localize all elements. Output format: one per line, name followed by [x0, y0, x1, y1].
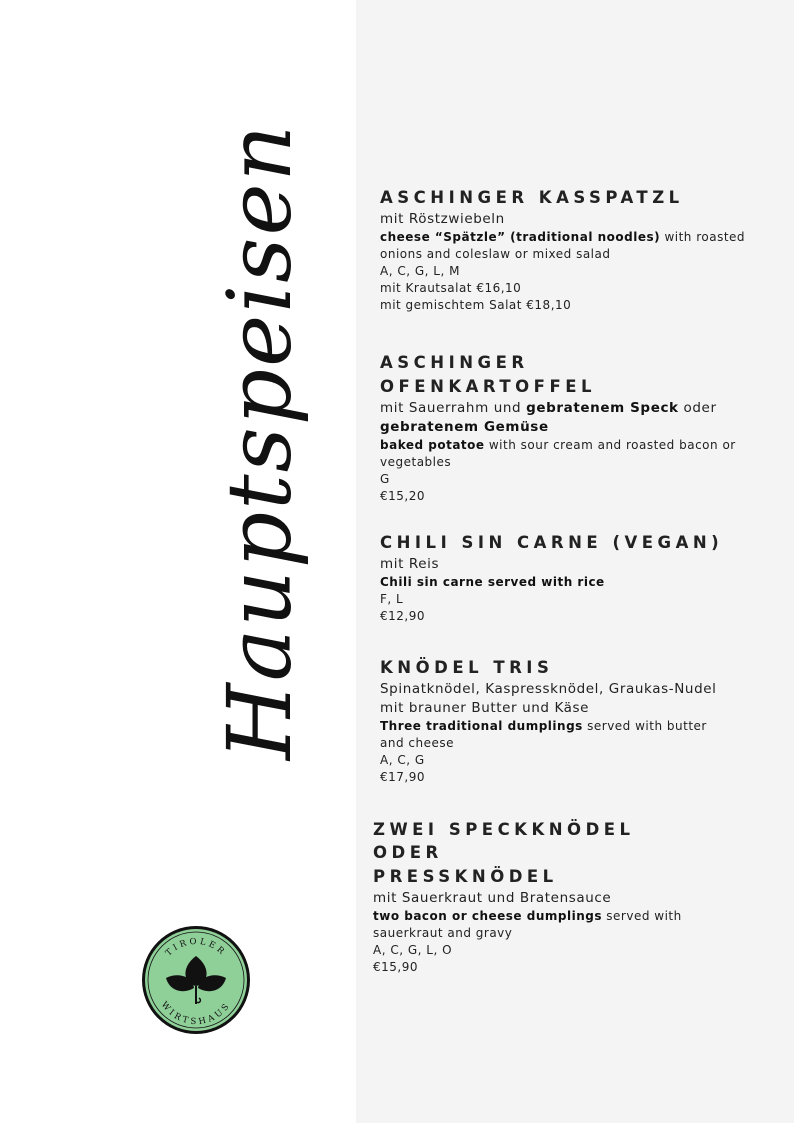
- tiroler-wirtshaus-logo: [140, 924, 252, 1036]
- dish-description-de: mit Sauerkraut und Bratensauce: [373, 890, 612, 906]
- dish-price: mit gemischtem Salat €18,10: [380, 298, 572, 312]
- dish-aschinger-ofenkartoffel: [380, 351, 760, 505]
- dish-name: KNÖDEL TRIS: [380, 658, 554, 677]
- dish-name: ZWEI SPECKKNÖDEL ODER: [373, 820, 635, 862]
- dish-description-de: mit Reis: [380, 556, 440, 572]
- dish-price: €15,90: [373, 960, 418, 974]
- dish-name: ASCHINGER KASSPATZL: [380, 188, 684, 207]
- dish-zwei-speckknoedel: [373, 818, 713, 976]
- dish-chili-sin-carne: [380, 531, 760, 625]
- dish-knoedel-tris: [380, 656, 720, 786]
- dish-description-en: Three traditional dumplings served with butter and cheese: [380, 719, 707, 750]
- dish-price: €12,90: [380, 609, 425, 623]
- dish-allergens: G: [380, 472, 390, 486]
- dish-description-en: Chili sin carne served with rice: [380, 575, 605, 589]
- dish-price: €17,90: [380, 770, 425, 784]
- dish-description-de: mit Röstzwiebeln: [380, 211, 505, 227]
- dish-description-de: Spinatknödel, Kaspressknödel, Graukas-Nudel mit brauner Butter und Käse: [380, 681, 717, 716]
- dish-name: OFENKARTOFFEL: [380, 377, 597, 396]
- dish-description-de: mit Sauerrahm und gebratenem Speck oder gebratenem Gemüse: [380, 400, 717, 435]
- dish-allergens: A, C, G: [380, 753, 425, 767]
- dish-allergens: F, L: [380, 592, 404, 606]
- dish-description-en: baked potatoe with sour cream and roasted bacon or vegetables: [380, 438, 736, 469]
- dish-name: ASCHINGER: [380, 353, 529, 372]
- dish-allergens: A, C, G, L, O: [373, 943, 453, 957]
- dish-allergens: A, C, G, L, M: [380, 264, 460, 278]
- dish-aschinger-kasspatzl: [380, 186, 760, 314]
- dish-price: mit Krautsalat €16,10: [380, 281, 522, 295]
- logo-text-bottom: WIRTSHAUS: [158, 999, 234, 1028]
- dish-name: PRESSKNÖDEL: [373, 867, 558, 886]
- dish-name: CHILI SIN CARNE (VEGAN): [380, 533, 724, 552]
- section-title-script: Hauptspeisen: [208, 122, 311, 760]
- logo-text-top: TIROLER: [163, 936, 229, 959]
- dish-description-en: two bacon or cheese dumplings served with sauerkraut and gravy: [373, 909, 682, 940]
- dish-price: €15,20: [380, 489, 425, 503]
- dish-description-en: cheese “Spätzle” (traditional noodles) with roasted onions and coleslaw or mixed salad: [380, 230, 746, 261]
